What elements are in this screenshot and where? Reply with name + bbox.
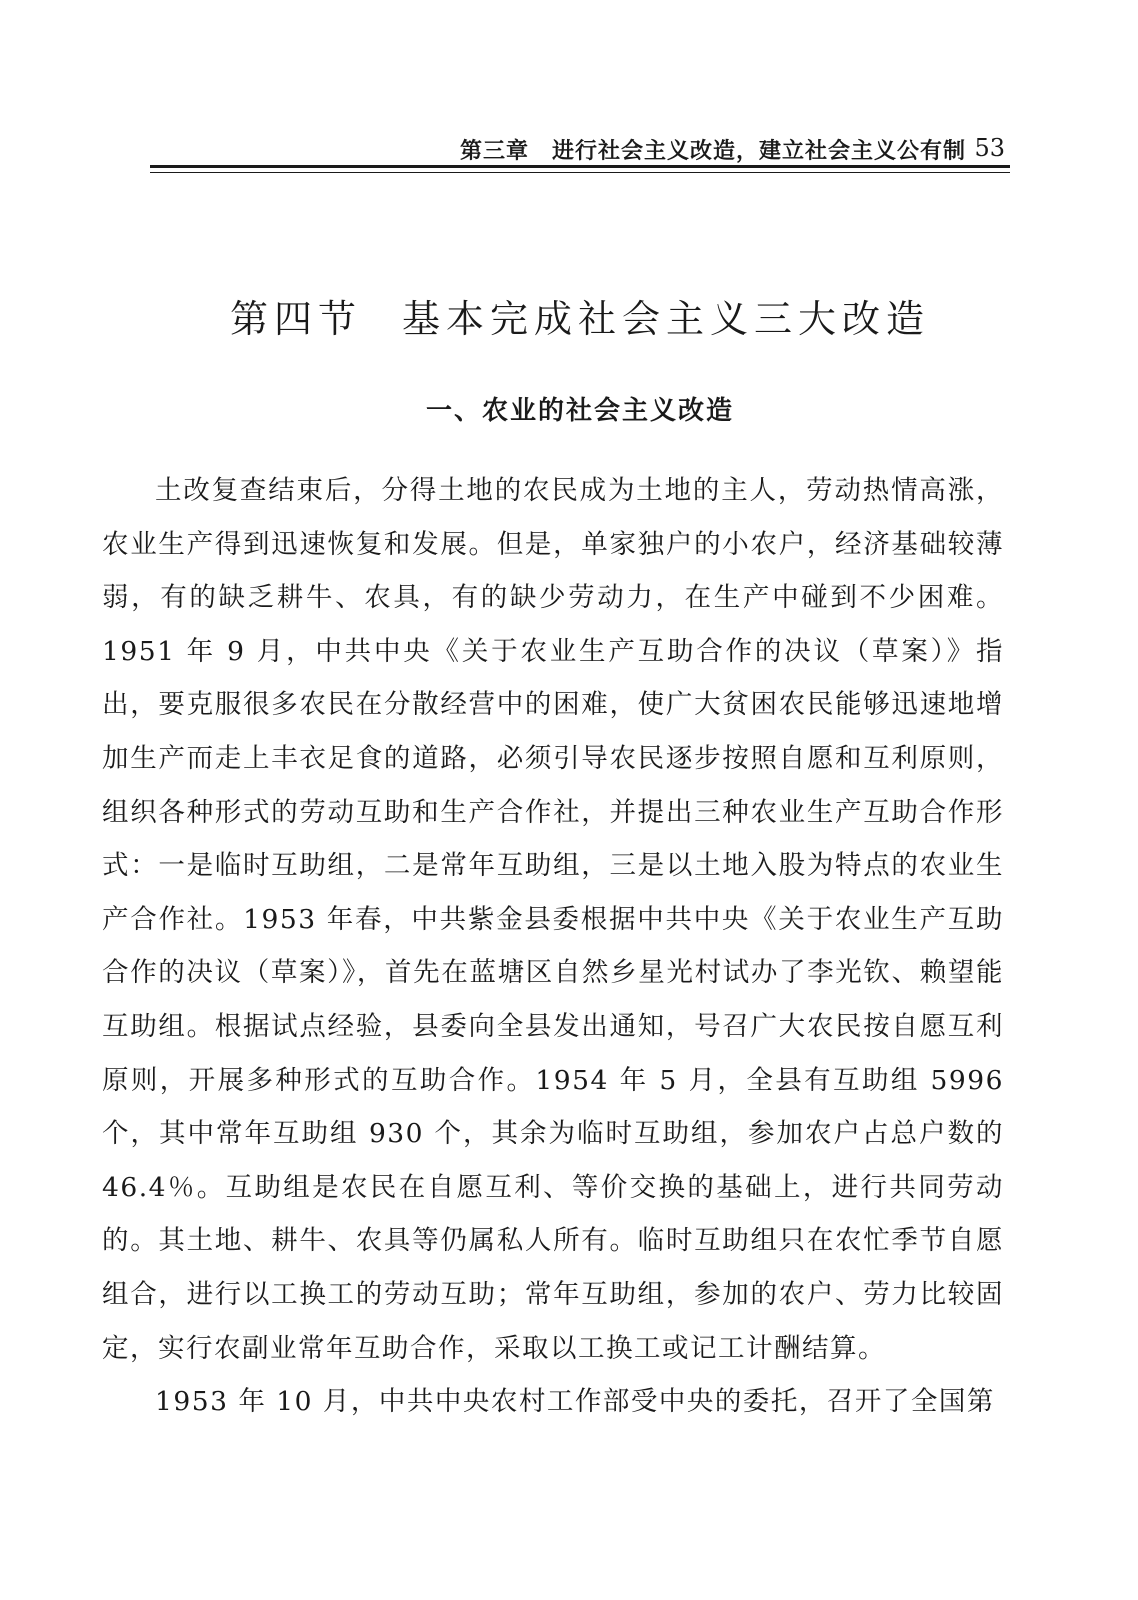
subsection-title: 一、农业的社会主义改造 bbox=[425, 396, 734, 426]
paragraph: 1953 年 10 月，中共中央农村工作部受中央的委托，召开了全国第 bbox=[155, 1386, 995, 1418]
section-title bbox=[150, 288, 1010, 343]
header-rule-thick bbox=[150, 165, 1010, 168]
page-number: 53 bbox=[974, 134, 1005, 162]
section-heading: 基本完成社会主义三大改造 bbox=[402, 297, 931, 341]
chapter-title: 进行社会主义改造，建立社会主义公有制 bbox=[552, 138, 967, 164]
chapter-label: 第三章 bbox=[460, 138, 530, 164]
section-number: 第四节 bbox=[229, 297, 362, 341]
body-text bbox=[102, 464, 1004, 1429]
header-rule-thin bbox=[150, 172, 1010, 173]
paragraph: 土改复查结束后，分得土地的农民成为土地的主人，劳动热情高涨，农业生产得到迅速恢复和发展。但是，单家独户的小农户，经济基础较薄弱，有的缺乏耕牛、农具，有的缺少劳动力，在生产中碰到不少困难。1951 年 9 月，中共中央《关于农业生产互助合作的决议（草案）》指出，要克服很多农民在分散经营中的困难，使广大贫困农民能够迅速地增加生产而走上丰衣足食的道路，必须引导农民逐步按照自愿和互利原则，组织各种形式的劳动互助和生产合作社，并提出三种农业生产互助合作形式：一是临时互助组，二是常年互助组，三是以土地入股为特点的农业生产合作社。1953 年春，中共紫金县委根据中共中央《关于农业生产互助合作的决议（草案）》，首先在蓝塘区自然乡星光村试办了李光钦、赖望能互助组。根据试点经验，县委向全县发出通知，号召广大农民按自愿互利原则，开展多种形式的互助合作。1954 年 5 月，全县有互助组 5996 个，其中常年互助组 930 个，其余为临时互助组，参加农户占总户数的 46.4％。互助组是农民在自愿互利、等价交换的基础上，进行共同劳动的。其土地、耕牛、农具等仍属私人所有。临时互助组只在农忙季节自愿组合，进行以工换工的劳动互助；常年互助组，参加的农户、劳力比较固定，实行农副业常年互助合作，采取以工换工或记工计酬结算。 bbox=[102, 475, 1004, 1364]
